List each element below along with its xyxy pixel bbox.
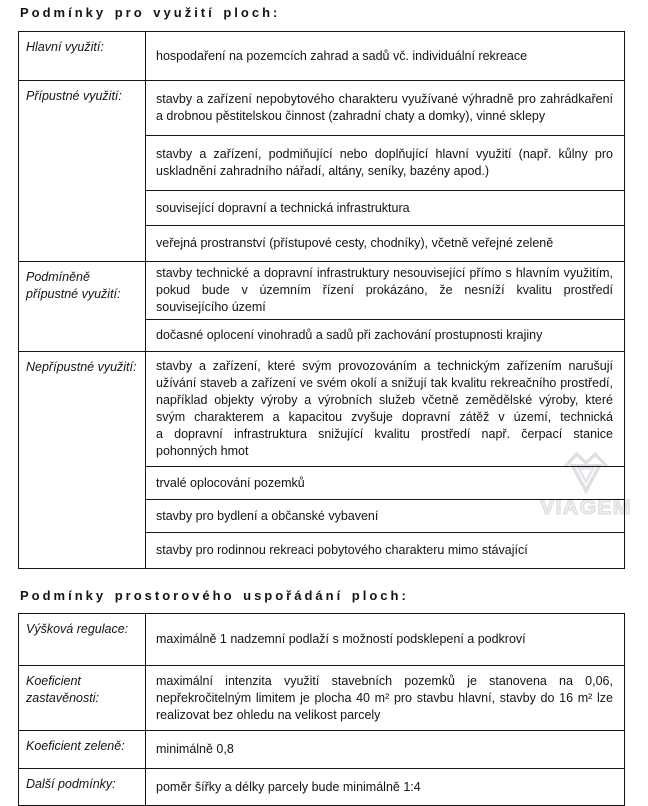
table-row: [19, 81, 625, 136]
row-label-pripustne-vyuziti: Přípustné využití:: [19, 81, 146, 262]
row-label-koeficient-zastavenosti: Koeficient zastavěnosti:: [19, 666, 146, 731]
row-item: trvalé oplocování pozemků: [146, 467, 625, 500]
section-title-spatial-conditions: Podmínky prostorového uspořádání ploch:: [20, 588, 409, 603]
use-conditions-table: [18, 31, 625, 569]
row-label-dalsi-podminky: Další podmínky:: [19, 769, 146, 806]
row-label-koeficient-zelene: Koeficient zeleně:: [19, 731, 146, 769]
table-row: [19, 731, 625, 769]
section-title-use-conditions: Podmínky pro využití ploch:: [20, 5, 281, 20]
row-item: stavby a zařízení, podmiňující nebo doplňující hlavní využití (např. kůlny pro uskladnění zahradního nářadí, altány, seníky, bazény apod.): [146, 136, 625, 191]
row-item: veřejná prostranství (přístupové cesty, chodníky), včetně veřejné zeleně: [146, 226, 625, 262]
row-item: stavby pro bydlení a občanské vybavení: [146, 500, 625, 533]
table-row: [19, 666, 625, 731]
table-row: [19, 262, 625, 320]
row-item: maximální intenzita využití stavebních pozemků je stanovena na 0,06, nepřekročitelným limitem je plocha 40 m² pro stavbu hlavní, stavby do 16 m² lze realizovat bez ohledu na velikost parcely: [146, 666, 625, 731]
row-item: poměr šířky a délky parcely bude minimálně 1:4: [146, 769, 625, 806]
row-item: maximálně 1 nadzemní podlaží s možností podsklepení a podkroví: [146, 614, 625, 666]
row-label-podminene-pripustne-vyuziti: Podmíněně přípustné využití:: [19, 262, 146, 352]
spatial-conditions-table: [18, 613, 625, 806]
row-item: stavby a zařízení nepobytového charakteru využívané výhradně pro zahrádkaření a drobnou pěstitelskou činnost (zahradní chaty a domky), vinné sklepy: [146, 81, 625, 136]
row-label-nepripustne-vyuziti: Nepřípustné využití:: [19, 352, 146, 569]
row-item: stavby pro rodinnou rekreaci pobytového charakteru mimo stávající: [146, 533, 625, 569]
row-item: stavby a zařízení, které svým provozováním a technickým zařízením narušují užívání staveb a zařízení ve svém okolí a snižují tak kvalitu rekreačního prostředí, například objekty výroby a výrobních služeb včetně zemědělské výroby, které svým charakterem a kapacitou zvyšuje dopravní zátěž v území, technická a dopravní infrastruktura snižující kvalitu prostředí např. čerpací stanice pohonných hmot: [146, 352, 625, 467]
table-row: [19, 769, 625, 806]
table-row: [19, 614, 625, 666]
table-row: [19, 352, 625, 467]
table-row: [19, 32, 625, 81]
row-item: dočasné oplocení vinohradů a sadů při zachování prostupnosti krajiny: [146, 320, 625, 352]
row-item: minimálně 0,8: [146, 731, 625, 769]
row-label-vyskova-regulace: Výšková regulace:: [19, 614, 146, 666]
row-item: hospodaření na pozemcích zahrad a sadů vč. individuální rekreace: [146, 32, 625, 81]
watermark-text: VIAGEM: [540, 496, 632, 519]
row-item: stavby technické a dopravní infrastruktury nesouvisející přímo s hlavním využitím, pokud bude v územním řízení prokázáno, že nesníží kvalitu prostředí souvisejícího území: [146, 262, 625, 320]
row-item: související dopravní a technická infrastruktura: [146, 191, 625, 226]
row-label-hlavni-vyuziti: Hlavní využití:: [19, 32, 146, 81]
